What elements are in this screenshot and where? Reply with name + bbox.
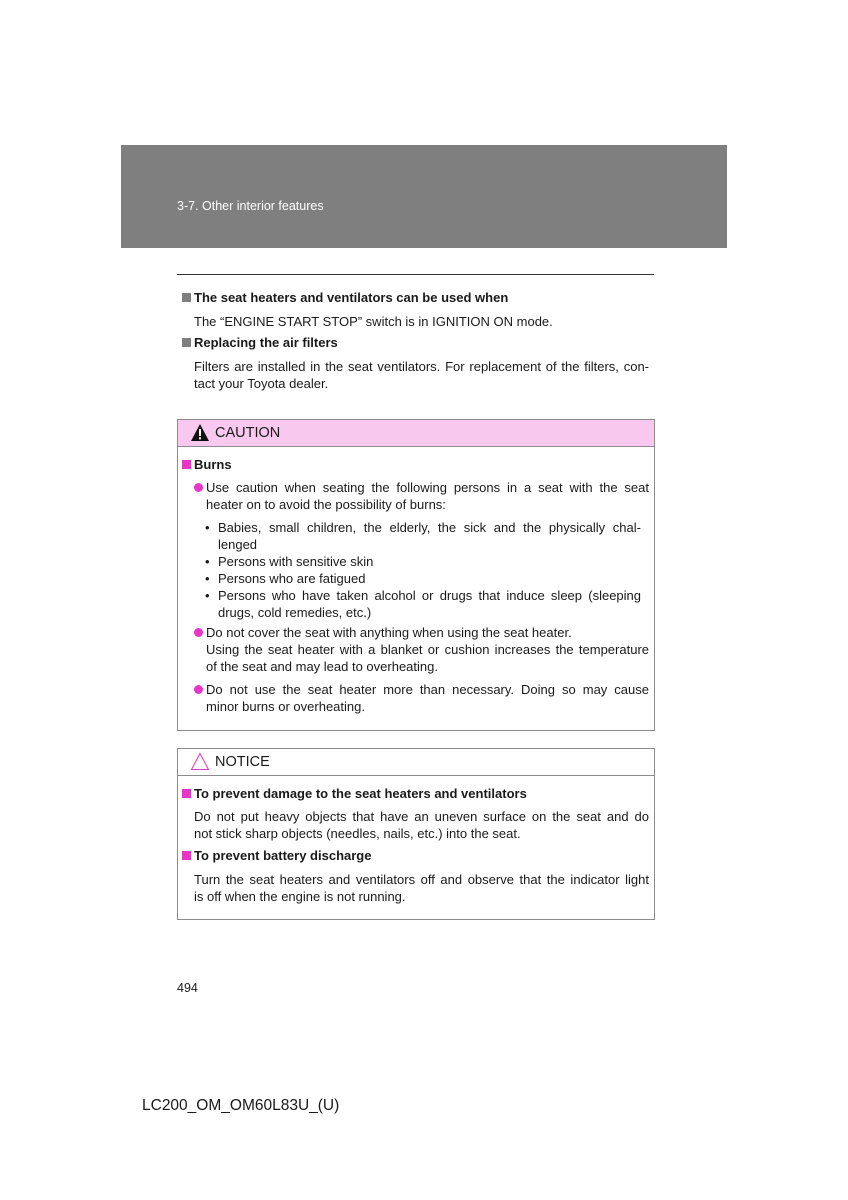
caution-heading: Burns: [182, 457, 232, 473]
caution-bullet: Use caution when seating the following persons in a seat with the seat heater on to avoid the possibility of burns:: [194, 479, 649, 513]
notice-text: Turn the seat heaters and ventilators off and observe that the indicator light is off when the engine is not running.: [194, 872, 649, 904]
divider-rule: [177, 274, 654, 275]
notice-title-bar: [178, 749, 654, 776]
notice-heading: To prevent damage to the seat heaters and ventilators: [182, 786, 527, 802]
caution-bullet: Do not cover the seat with anything when using the seat heater. Using the seat heater with a blanket or cushion increases the temperature of the seat and may lead to overheating.: [194, 624, 649, 675]
notice-title: NOTICE: [215, 754, 270, 770]
caution-sub-item: • Babies, small children, the elderly, the sick and the physically chal- lenged: [205, 520, 641, 552]
caution-sub-item: • Persons who are fatigued: [205, 571, 366, 586]
square-bullet-icon: [182, 338, 191, 347]
square-bullet-icon: [182, 293, 191, 302]
square-bullet-icon: [182, 460, 191, 469]
section-title: 3-7. Other interior features: [177, 199, 324, 213]
caution-sub-item: • Persons with sensitive skin: [205, 554, 374, 569]
caution-sub-item: • Persons who have taken alcohol or drugs that induce sleep (sleeping drugs, cold remedies, etc.): [205, 588, 641, 620]
notice-heading: To prevent battery discharge: [182, 848, 371, 864]
caution-title-bar: [178, 420, 654, 447]
round-bullet-icon: [194, 483, 203, 492]
round-bullet-icon: [194, 628, 203, 637]
note-heading: Replacing the air filters: [182, 335, 338, 351]
square-bullet-icon: [182, 789, 191, 798]
page-number: 494: [177, 981, 198, 995]
round-bullet-icon: [194, 685, 203, 694]
caution-title: CAUTION: [215, 425, 281, 441]
section-header-band: [121, 145, 727, 248]
note-text: Filters are installed in the seat ventilators. For replacement of the filters, con- tact your Toyota dealer.: [194, 359, 649, 391]
square-bullet-icon: [182, 851, 191, 860]
warning-triangle-icon: [190, 423, 210, 442]
note-heading: The seat heaters and ventilators can be used when: [182, 290, 508, 306]
notice-text: Do not put heavy objects that have an uneven surface on the seat and do not stick sharp objects (needles, nails, etc.) into the seat.: [194, 809, 649, 841]
caution-bullet: Do not use the seat heater more than necessary. Doing so may cause minor burns or overheating.: [194, 681, 649, 715]
notice-triangle-icon: [190, 752, 210, 771]
document-code: LC200_OM_OM60L83U_(U): [142, 1097, 340, 1114]
note-text: The “ENGINE START STOP” switch is in IGNITION ON mode.: [194, 314, 553, 329]
